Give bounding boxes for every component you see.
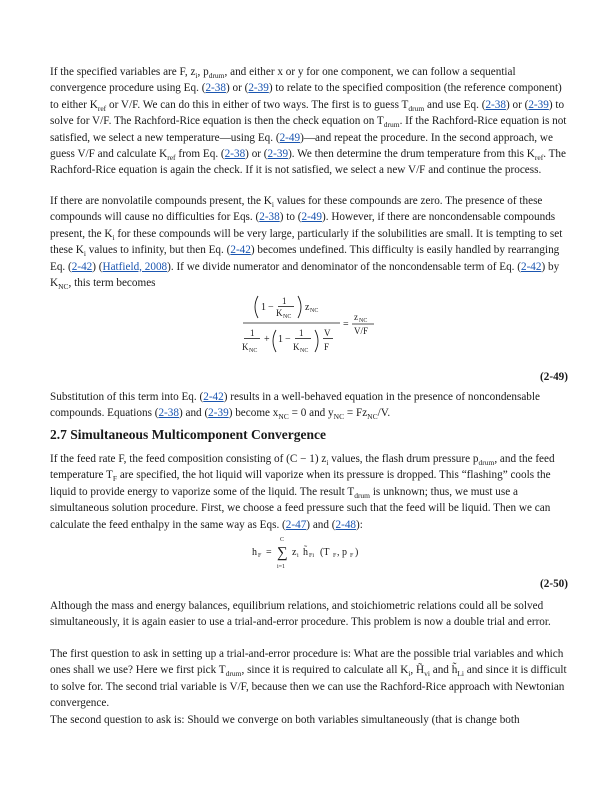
paren-close (298, 296, 301, 318)
section-heading: 2.7 Simultaneous Multicomponent Convergence (50, 427, 326, 442)
eq-link[interactable]: 2-42 (230, 244, 251, 257)
eq-sub-f: F (258, 553, 262, 559)
eq-sub-nc: NC (300, 348, 309, 354)
paragraph-second-question: The second question to ask is: Should we converge on both variables simultaneously (that is change both (50, 714, 520, 726)
eq-htilde: h̃ (303, 547, 308, 558)
eq-sub-fi: Fi (309, 553, 315, 559)
eq-link[interactable]: 2-38 (205, 82, 226, 95)
eq-sub-f: F (333, 553, 337, 559)
eq-args: (T (320, 547, 330, 558)
eq-args2: , p (337, 547, 347, 558)
eq-one: 1 (250, 328, 255, 338)
eq-sub-f: F (350, 553, 354, 559)
eq-link[interactable]: 2-48 (335, 518, 357, 531)
eq-link[interactable]: 2-38 (259, 211, 280, 224)
eq-z: z (292, 547, 297, 558)
eq-plus: + (264, 334, 270, 345)
eq-k: K (293, 342, 300, 352)
equation-number-2-49: (2-49) (540, 371, 568, 383)
eq-one: 1 (261, 302, 266, 313)
paren-open (255, 296, 258, 318)
equation-number-2-50: (2-50) (540, 578, 568, 590)
eq-sub-nc: NC (283, 314, 292, 320)
eq-minus: − (268, 302, 274, 313)
eq-link[interactable]: 2-42 (71, 260, 93, 273)
paragraph-double-trial: Although the mass and energy balances, equilibrium relations, and stoichiometric relations could all be solved simultaneously, it is again easier to use a trial-and-error procedure. This problem is now a double trial and error. (50, 600, 551, 629)
paragraph-substitution: Substitution of this term into Eq. (2-42) results in a well-behaved equation in the presence of noncondensable compounds. Equations (2-38) and (2-39) become $x_{NC} = 0$ and $y_{NC} = Fz_{NC}/V$. (50, 391, 540, 422)
eq-v: V (324, 328, 331, 338)
equation-2-50 (250, 533, 380, 573)
paragraph-simultaneous: If the feed rate F, the feed composition consisting of (C − 1) $z_i$ values, the flash drum pressure $p_{drum}$, and the feed temperature $T_F$ are specified, the hot liquid will vaporize when its pressure is dropped. This “flashing” cools the liquid to provide energy to vaporize some of the liquid. The result $T_{drum}$ is unknown; thus, we must use a simultaneous solution procedure. First, we choose a feed pressure such that the feed will be liquid. Then we can calculate the feed enthalpy in the same way as Eqs. (2-47) and (2-48): (50, 453, 555, 531)
eq-k: K (242, 342, 249, 352)
eq-f: F (324, 342, 330, 352)
eq-z: z (305, 302, 310, 313)
eq-link[interactable]: 2-38 (485, 98, 506, 111)
eq-link[interactable]: 2-38 (158, 407, 179, 420)
eq-vf: V/F (354, 326, 369, 336)
eq-z: z (354, 312, 358, 322)
eq-minus: − (285, 334, 291, 345)
paragraph-nonvolatile: If there are nonvolatile compounds present, the $K_i$ values for these compounds are zero. The presence of these compounds will cause no difficulties for Eqs. (2-38) to (2-49). However, if there are noncondensable compounds present, the $K_i$ for these compounds will be very large, particularly if the solubilities are small. It is tempting to set these $K_i$ values to infinity, but then Eq. (2-42) becomes undefined. This difficulty is easily handled by rearranging Eq. (2-42) (Hatfield, 2008). If we divide numerator and denominator of the noncondensable term of Eq. (2-42) by $K_{NC}$, this term becomes (50, 195, 563, 292)
eq-one: 1 (282, 296, 287, 306)
eq-sub-nc: NC (310, 308, 319, 314)
eq-link[interactable]: 2-38 (224, 148, 246, 161)
eq-sub-nc: NC (359, 318, 368, 324)
eq-h: h (252, 547, 257, 558)
eq-link[interactable]: 2-42 (203, 391, 224, 403)
eq-k: K (276, 308, 283, 318)
eq-link[interactable]: 2-42 (520, 260, 542, 273)
eq-link[interactable]: 2-49 (279, 131, 301, 144)
eq-link[interactable]: 2-39 (528, 98, 549, 111)
paragraph-trial-variables: The first question to ask in setting up a trial-and-error procedure is: What are the possible trial variables and which ones shall we use? Here we first pick $T_{drum}$, since it is required to calculate all $K_i$, $H̃_{vi}$ and $h̃_{Li}$ and since it is difficult to solve for. The second trial variable is V/F, because then we can use the Rachford-Rice approach with Newtonian convergence. (50, 648, 567, 710)
eq-link[interactable]: 2-47 (285, 518, 307, 531)
eq-sum-lower: i=1 (277, 564, 286, 570)
eq-args3: ) (355, 547, 359, 558)
eq-sub-i: i (297, 553, 299, 559)
eq-link[interactable]: 2-39 (248, 82, 269, 95)
eq-sum-upper: C (280, 537, 285, 543)
paragraph-sequential-convergence: If the specified variables are F, $z_i$, $p_{drum}$, and either x or y for one component, we can follow a sequential convergence procedure using Eq. (2-38) or (2-39) to relate to the specified composition (the reference component) to either $K_{ref}$ or V/F. We can do this in either of two ways. The first is to guess $T_{drum}$ and use Eq. (2-38) or (2-39) to solve for V/F. The Rachford-Rice equation is then the check equation on $T_{drum}$. If the Rachford-Rice equation is not satisfied, we select a new temperature—using Eq. (2-49)—and repeat the procedure. In the second approach, we guess V/F and calculate $K_{ref}$ from Eq. (2-38) or (2-39). We then determine the drum temperature from this $K_{ref}$. The Rachford-Rice equation is again the check. If it is not satisfied, we select a new V/F and continue the process. (50, 66, 567, 177)
eq-sub-nc: NC (249, 348, 258, 354)
eq-one: 1 (299, 328, 304, 338)
eq-one: 1 (278, 334, 283, 345)
eq-equals: = (266, 547, 272, 558)
eq-link[interactable]: 2-39 (208, 407, 229, 420)
equation-2-49 (240, 290, 380, 360)
eq-link[interactable]: 2-49 (301, 211, 322, 224)
citation-link[interactable]: Hatfield, 2008 (102, 260, 168, 273)
eq-sigma: ∑ (277, 545, 288, 561)
eq-link[interactable]: 2-39 (267, 148, 289, 161)
eq-equals: = (343, 319, 349, 330)
